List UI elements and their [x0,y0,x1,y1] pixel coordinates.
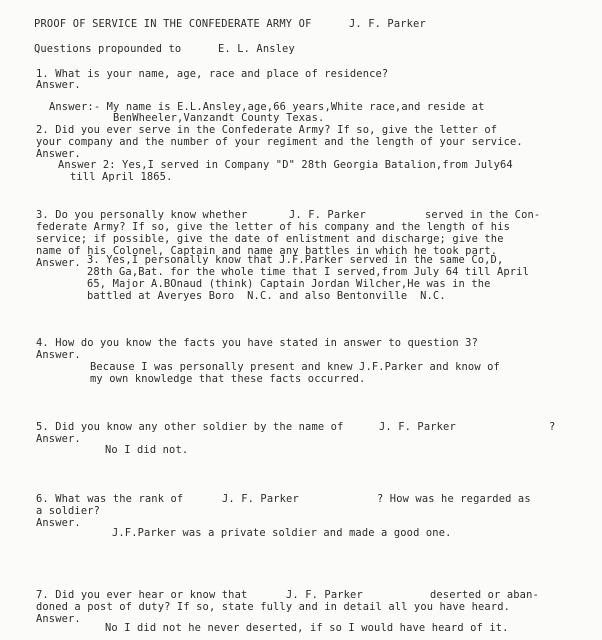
answer-3-line-1: 3. Yes,I personally know that J.F.Parker served in the same Co,D, [87,254,504,266]
propounded-label: Questions propounded to [34,43,182,55]
question-6: 6. What was the rank of [36,493,184,505]
question-3-line-2: federate Army? If so, give the letter of his company and the length of his [36,221,511,233]
answer-3-line-2: 28th Ga,Bat. for the whole time that I served,from July 64 till April [87,266,529,278]
answer-3-line-3: 65, Major A.BOnaud (think) Captain Jordan Wilcher,He was in the [87,278,491,290]
answer-3-line-4: battled at Averyes Boro N.C. and also Bentonville N.C. [87,290,446,302]
witness-name: E. L. Ansley [218,43,295,55]
soldier-name-title: J. F. Parker [349,18,426,30]
question-6-end: ? How was he regarded as [377,493,531,505]
question-5-end: ? [549,421,556,433]
answer-1-label: Answer. [36,79,81,91]
question-2-line-1: 2. Did you ever serve in the Confederate Army? If so, give the letter of [36,124,498,136]
soldier-name-q5: J. F. Parker [379,421,456,433]
question-6-line-2: a soldier? [36,505,101,517]
answer-1-line-2: BenWheeler,Vanzandt County Texas. [113,112,325,124]
answer-6: J.F.Parker was a private soldier and made a good one. [112,527,452,539]
answer-4-label: Answer. [36,349,81,361]
answer-2-line-2: till April 1865. [70,171,173,183]
answer-3-label: Answer. [36,257,81,269]
question-3-line-3: service; if possible, give the date of enlistment and discharge; give the [36,233,504,245]
answer-5-label: Answer. [36,433,81,445]
question-7: 7. Did you ever hear or know that [36,589,248,601]
soldier-name-q6: J. F. Parker [222,493,299,505]
answer-7-label: Answer. [36,613,81,625]
soldier-name-q3: J. F. Parker [289,209,366,221]
answer-4-line-2: my own knowledge that these facts occurred. [90,373,366,385]
question-1: 1. What is your name, age, race and place of residence? [36,68,389,80]
question-3-line-1-end: served in the Con- [425,209,541,221]
question-3-line-4: name of his Colonel, Captain and name any battles in which he took part. [36,245,498,257]
question-3-line-1: 3. Do you personally know whether [36,209,248,221]
answer-2-line-1: Answer 2: Yes,I served in Company "D" 28th Georgia Batalion,from July64 [58,159,513,171]
question-7-end: deserted or aban- [430,589,539,601]
question-4: 4. How do you know the facts you have stated in answer to question 3? [36,337,478,349]
question-5: 5. Did you know any other soldier by the name of [36,421,344,433]
question-2-line-2: your company and the number of your regiment and the length of your service. [36,136,523,148]
answer-7: No I did not he never deserted, if so I would have heard of it. [105,622,509,634]
answer-2-label: Answer. [36,148,81,160]
answer-5: No I did not. [105,444,189,456]
answer-6-label: Answer. [36,517,81,529]
answer-4-line-1: Because I was personally present and knew J.F.Parker and know of [90,361,500,373]
soldier-name-q7: J. F. Parker [286,589,363,601]
question-7-line-2: doned a post of duty? If so, state fully and in detail all you have heard. [36,601,511,613]
document-title: PROOF OF SERVICE IN THE CONFEDERATE ARMY OF [34,18,312,30]
answer-1-line-1: Answer:- My name is E.L.Ansley,age,66 years,White race,and reside at [49,101,485,113]
